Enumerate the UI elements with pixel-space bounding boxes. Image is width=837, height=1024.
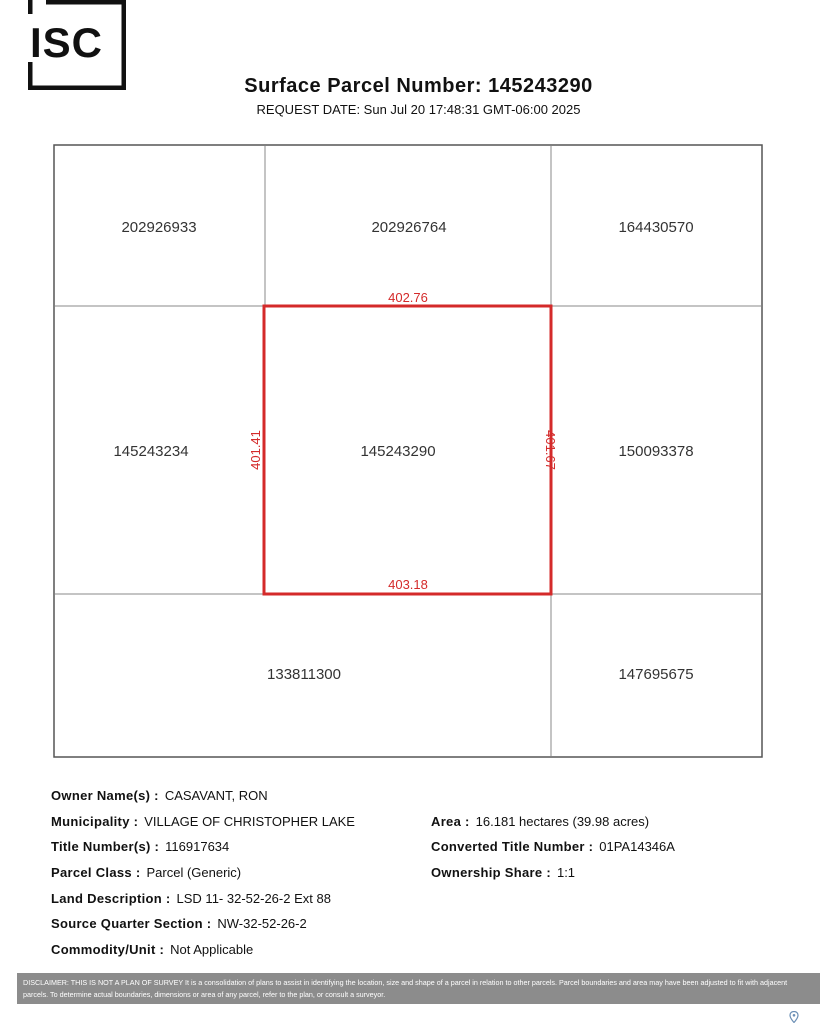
land-description-label: Land Description :: [51, 891, 171, 906]
parcel-label-top-right[interactable]: 164430570: [618, 219, 694, 236]
owner-name-row: [51, 788, 268, 803]
parcel-label-top-left[interactable]: 202926933: [121, 219, 197, 236]
ownership-share-label: Ownership Share :: [431, 865, 551, 880]
parcel-class-label: Parcel Class :: [51, 865, 141, 880]
area-row: [431, 814, 649, 829]
ownership-share-value: 1:1: [556, 865, 576, 880]
parcel-class-row: [51, 865, 241, 880]
dimension-right: 401.67: [543, 430, 558, 470]
source-quarter-row: [51, 916, 307, 931]
title-number-row: [51, 839, 229, 854]
parcel-label-top-center[interactable]: 202926764: [371, 219, 447, 236]
land-description-row: [51, 891, 331, 906]
source-quarter-value: NW-32-52-26-2: [217, 916, 307, 931]
dimension-left: 401.41: [248, 430, 263, 470]
dimension-top: 402.76: [388, 290, 428, 305]
area-value: 16.181 hectares (39.98 acres): [475, 814, 650, 829]
parcel-label-mid-right[interactable]: 150093378: [618, 443, 694, 460]
title-number-label: Title Number(s) :: [51, 839, 160, 854]
commodity-row: [51, 942, 253, 957]
converted-title-row: [431, 839, 675, 854]
converted-title-label: Converted Title Number :: [431, 839, 594, 854]
map-pin-icon[interactable]: [789, 1011, 799, 1023]
owner-name-value: CASAVANT, RON: [164, 788, 268, 803]
commodity-label: Commodity/Unit :: [51, 942, 165, 957]
parcel-label-mid-left[interactable]: 145243234: [113, 443, 189, 460]
logo-text: ISC: [30, 19, 104, 66]
parcel-map: [53, 144, 763, 758]
parcel-label-bottom-right[interactable]: 147695675: [618, 666, 694, 683]
municipality-label: Municipality :: [51, 814, 139, 829]
commodity-value: Not Applicable: [170, 942, 254, 957]
page-title: Surface Parcel Number: 145243290: [244, 75, 593, 97]
request-date: REQUEST DATE: Sun Jul 20 17:48:31 GMT-06:00 2025: [256, 102, 581, 117]
disclaimer-banner: DISCLAIMER: THIS IS NOT A PLAN OF SURVEY It is a consolidation of plans to assist in identifying the location, size and shape of a parcel in relation to other parcels. Parcel boundaries and area may have been adjusted to fit with adjacent parcels. To determine actual boundaries, dimensions or area of any parcel, refer to the plan, or consult a surveyor.: [17, 973, 820, 1004]
ownership-share-row: [431, 865, 575, 880]
dimension-bottom: 403.18: [388, 577, 428, 592]
municipality-row: [51, 814, 355, 829]
title-number-value: 116917634: [165, 839, 230, 854]
parcel-class-value: Parcel (Generic): [146, 865, 242, 880]
converted-title-value: 01PA14346A: [599, 839, 675, 854]
parcel-label-subject[interactable]: 145243290: [360, 443, 436, 460]
owner-name-label: Owner Name(s) :: [51, 788, 159, 803]
municipality-value: VILLAGE OF CHRISTOPHER LAKE: [144, 814, 355, 829]
area-label: Area :: [431, 814, 470, 829]
land-description-value: LSD 11- 32-52-26-2 Ext 88: [176, 891, 331, 906]
parcel-label-bottom-left[interactable]: 133811300: [267, 666, 341, 683]
source-quarter-label: Source Quarter Section :: [51, 916, 212, 931]
